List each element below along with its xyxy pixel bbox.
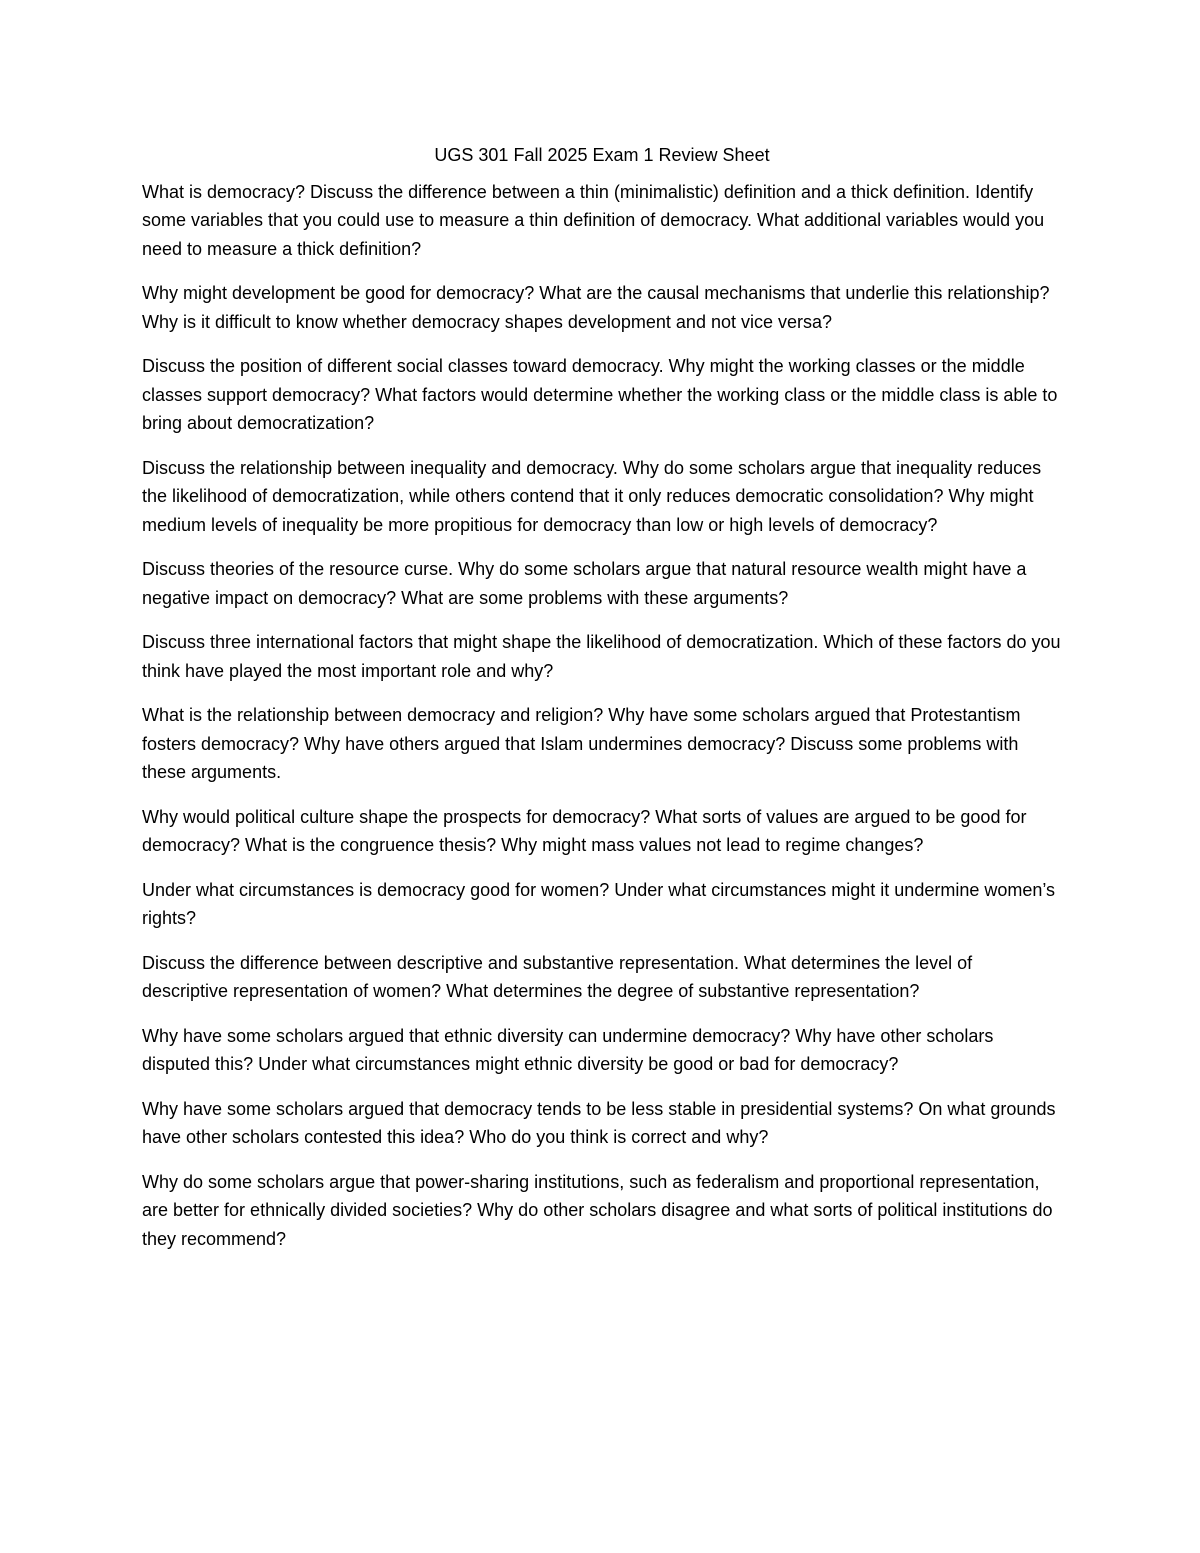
question-paragraph: Discuss three international factors that might shape the likelihood of democratization. Which of these factors do you think have played the most important role and why? xyxy=(142,632,1061,681)
document-title: UGS 301 Fall 2025 Exam 1 Review Sheet xyxy=(434,145,770,165)
question-paragraph: Why have some scholars argued that democracy tends to be less stable in presidential systems? On what grounds have other scholars contested this idea? Who do you think is correct and why? xyxy=(142,1098,1056,1147)
question-paragraph: Discuss the position of different social classes toward democracy. Why might the working classes or the middle classes support democracy? What factors would determine whether the working class or the middle class is able to bring about democratization? xyxy=(142,356,1058,433)
question-paragraph: Why might development be good for democracy? What are the causal mechanisms that underlie this relationship? Why is it difficult to know whether democracy shapes development and not vice versa? xyxy=(142,283,1050,332)
question-paragraph: What is the relationship between democracy and religion? Why have some scholars argued that Protestantism fosters democracy? Why have others argued that Islam undermines democracy? Discuss some problems with these arguments. xyxy=(142,705,1021,782)
question-paragraph: Discuss the difference between descriptive and substantive representation. What determines the level of descriptive representation of women? What determines the degree of substantive representation? xyxy=(142,952,973,1001)
question-paragraph: What is democracy? Discuss the difference between a thin (minimalistic) definition and a thick definition. Identify some variables that you could use to measure a thin definition of democracy. What additional variables would you need to measure a thick definition? xyxy=(142,181,1045,259)
question-paragraph: Why would political culture shape the prospects for democracy? What sorts of values are argued to be good for democracy? What is the congruence thesis? Why might mass values not lead to regime changes? xyxy=(142,806,1027,855)
question-paragraph: Under what circumstances is democracy good for women? Under what circumstances might it undermine women’s rights? xyxy=(142,879,1056,928)
document-body xyxy=(142,141,1062,1269)
question-paragraph: Discuss the relationship between inequality and democracy. Why do some scholars argue that inequality reduces the likelihood of democratization, while others contend that it only reduces democratic consolidation? Why might medium levels of inequality be more propitious for democracy than low or high levels of democracy? xyxy=(142,457,1042,535)
question-paragraph: Why do some scholars argue that power-sharing institutions, such as federalism and proportional representation, are better for ethnically divided societies? Why do other scholars disagree and what sorts of political institutions do they recommend? xyxy=(142,1171,1053,1249)
question-paragraph: Discuss theories of the resource curse. Why do some scholars argue that natural resource wealth might have a negative impact on democracy? What are some problems with these arguments? xyxy=(142,559,1027,608)
question-paragraph: Why have some scholars argued that ethnic diversity can undermine democracy? Why have other scholars disputed this? Under what circumstances might ethnic diversity be good or bad for democracy? xyxy=(142,1025,994,1074)
